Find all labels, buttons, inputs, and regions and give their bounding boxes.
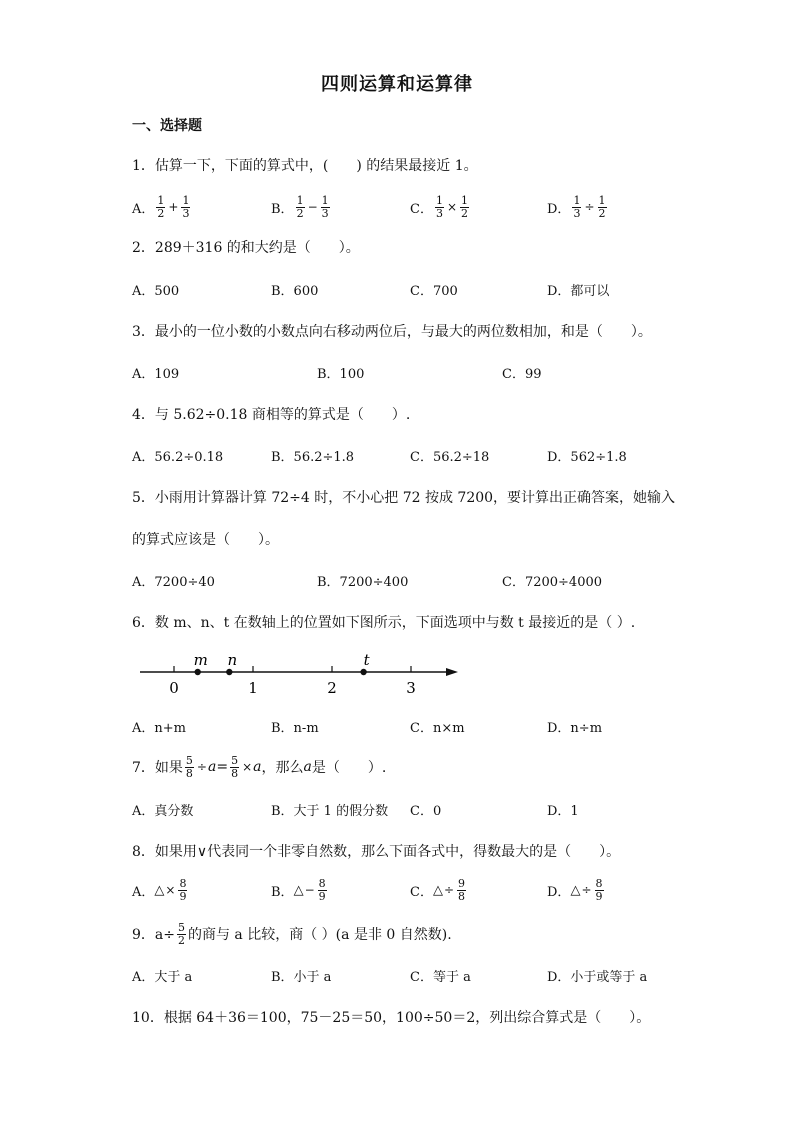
option-b[interactable]: B．大于 1 的假分数 [271, 803, 389, 819]
option-b[interactable]: B．小于 a [271, 969, 332, 985]
option-a[interactable]: A．大于 a [132, 969, 193, 985]
question-3: 3．最小的一位小数的小数点向右移动两位后，与最大的两位数相加，和是（ ）。 [132, 324, 652, 340]
axis-point-t [360, 669, 366, 675]
option-c[interactable]: C． $\frac{1}{3}$ × $\frac{1}{2}$ [410, 193, 469, 220]
axis-tick-label: 3 [406, 679, 416, 697]
axis-tick-label: 0 [169, 679, 179, 697]
option-c[interactable]: C．等于 a [410, 969, 471, 985]
question-7: 7．如果 $\frac{5}{8}$ ÷ a = $\frac{5}{8}$ × a ，那么 a 是（ ）. [132, 753, 387, 780]
option-a[interactable]: A． △ × $\frac{8}{9}$ [132, 876, 187, 903]
option-d[interactable]: D． $\frac{1}{3}$ ÷ $\frac{1}{2}$ [547, 193, 606, 220]
option-b[interactable]: B．100 [317, 366, 365, 382]
option-b[interactable]: B．n-m [271, 720, 319, 736]
option-c[interactable]: C． △ ÷ $\frac{9}{8}$ [410, 876, 466, 903]
axis-point-n [226, 669, 232, 675]
axis-tick-label: 2 [327, 679, 337, 697]
question-9: 9．a÷ $\frac{5}{2}$ 的商与 a 比较，商（ ）(a 是非 0 自然数). [132, 920, 452, 947]
option-a[interactable]: A． $\frac{1}{2}$ + $\frac{1}{3}$ [132, 193, 190, 220]
axis-tick-label: 1 [248, 679, 258, 697]
section-heading: 一、选择题 [132, 118, 202, 134]
option-a[interactable]: A．109 [132, 366, 180, 382]
question-8: 8．如果用∨代表同一个非零自然数，那么下面各式中，得数最大的是（ ）。 [132, 844, 621, 860]
question-1: 1．估算一下，下面的算式中，( ) 的结果最接近 1。 [132, 158, 478, 174]
question-4: 4．与 5.62÷0.18 商相等的算式是（ ）. [132, 407, 411, 423]
option-a[interactable]: A．真分数 [132, 803, 194, 819]
option-b[interactable]: B．7200÷400 [317, 574, 409, 590]
option-a[interactable]: A．7200÷40 [132, 574, 215, 590]
question-9-options [132, 961, 692, 989]
option-b[interactable]: B．600 [271, 283, 319, 299]
question-4-options [132, 441, 692, 469]
option-c[interactable]: C．700 [410, 283, 458, 299]
question-2: 2．289＋316 的和大约是（ ）。 [132, 240, 360, 256]
option-d[interactable]: D．n÷m [547, 720, 603, 736]
option-b[interactable]: B． △ − $\frac{8}{9}$ [271, 876, 326, 903]
option-c[interactable]: C．99 [502, 366, 542, 382]
option-d[interactable]: D．小于或等于 a [547, 969, 648, 985]
question-5-line2: 的算式应该是（ ）。 [132, 532, 279, 548]
option-b[interactable]: B． $\frac{1}{2}$ − $\frac{1}{3}$ [271, 193, 329, 220]
number-line-figure [136, 648, 466, 698]
option-d[interactable]: D． △ ÷ $\frac{8}{9}$ [547, 876, 603, 903]
question-5-line1: 5．小雨用计算器计算 72÷4 时，不小心把 72 按成 7200，要计算出正确答案，她输入 [132, 490, 676, 506]
option-d[interactable]: D．562÷1.8 [547, 449, 627, 465]
option-c[interactable]: C．56.2÷18 [410, 449, 490, 465]
question-7-options [132, 795, 692, 823]
option-b[interactable]: B．56.2÷1.8 [271, 449, 355, 465]
axis-point-label-t: t [363, 651, 370, 669]
axis-point-m [195, 669, 201, 675]
option-a[interactable]: A．56.2÷0.18 [132, 449, 224, 465]
option-d[interactable]: D．1 [547, 803, 579, 819]
question-2-options [132, 275, 692, 303]
option-c[interactable]: C．0 [410, 803, 442, 819]
question-10: 10．根据 64＋36＝100，75－25＝50，100÷50＝2，列出综合算式是（ ）。 [132, 1010, 651, 1026]
option-a[interactable]: A．n+m [132, 720, 186, 736]
question-5-options [132, 566, 692, 594]
axis-point-label-n: n [227, 651, 238, 669]
question-6-options [132, 712, 692, 740]
question-6: 6．数 m、n、t 在数轴上的位置如下图所示，下面选项中与数 t 最接近的是（ ）. [132, 615, 636, 631]
page-title: 四则运算和运算律 [321, 74, 473, 95]
question-3-options [132, 358, 692, 386]
option-c[interactable]: C．7200÷4000 [502, 574, 603, 590]
question-8-options [132, 876, 692, 904]
axis-point-label-m: m [193, 651, 208, 669]
question-1-options [132, 193, 692, 221]
option-a[interactable]: A．500 [132, 283, 180, 299]
option-d[interactable]: D．都可以 [547, 283, 610, 299]
option-c[interactable]: C．n×m [410, 720, 465, 736]
axis-arrow [446, 668, 458, 676]
